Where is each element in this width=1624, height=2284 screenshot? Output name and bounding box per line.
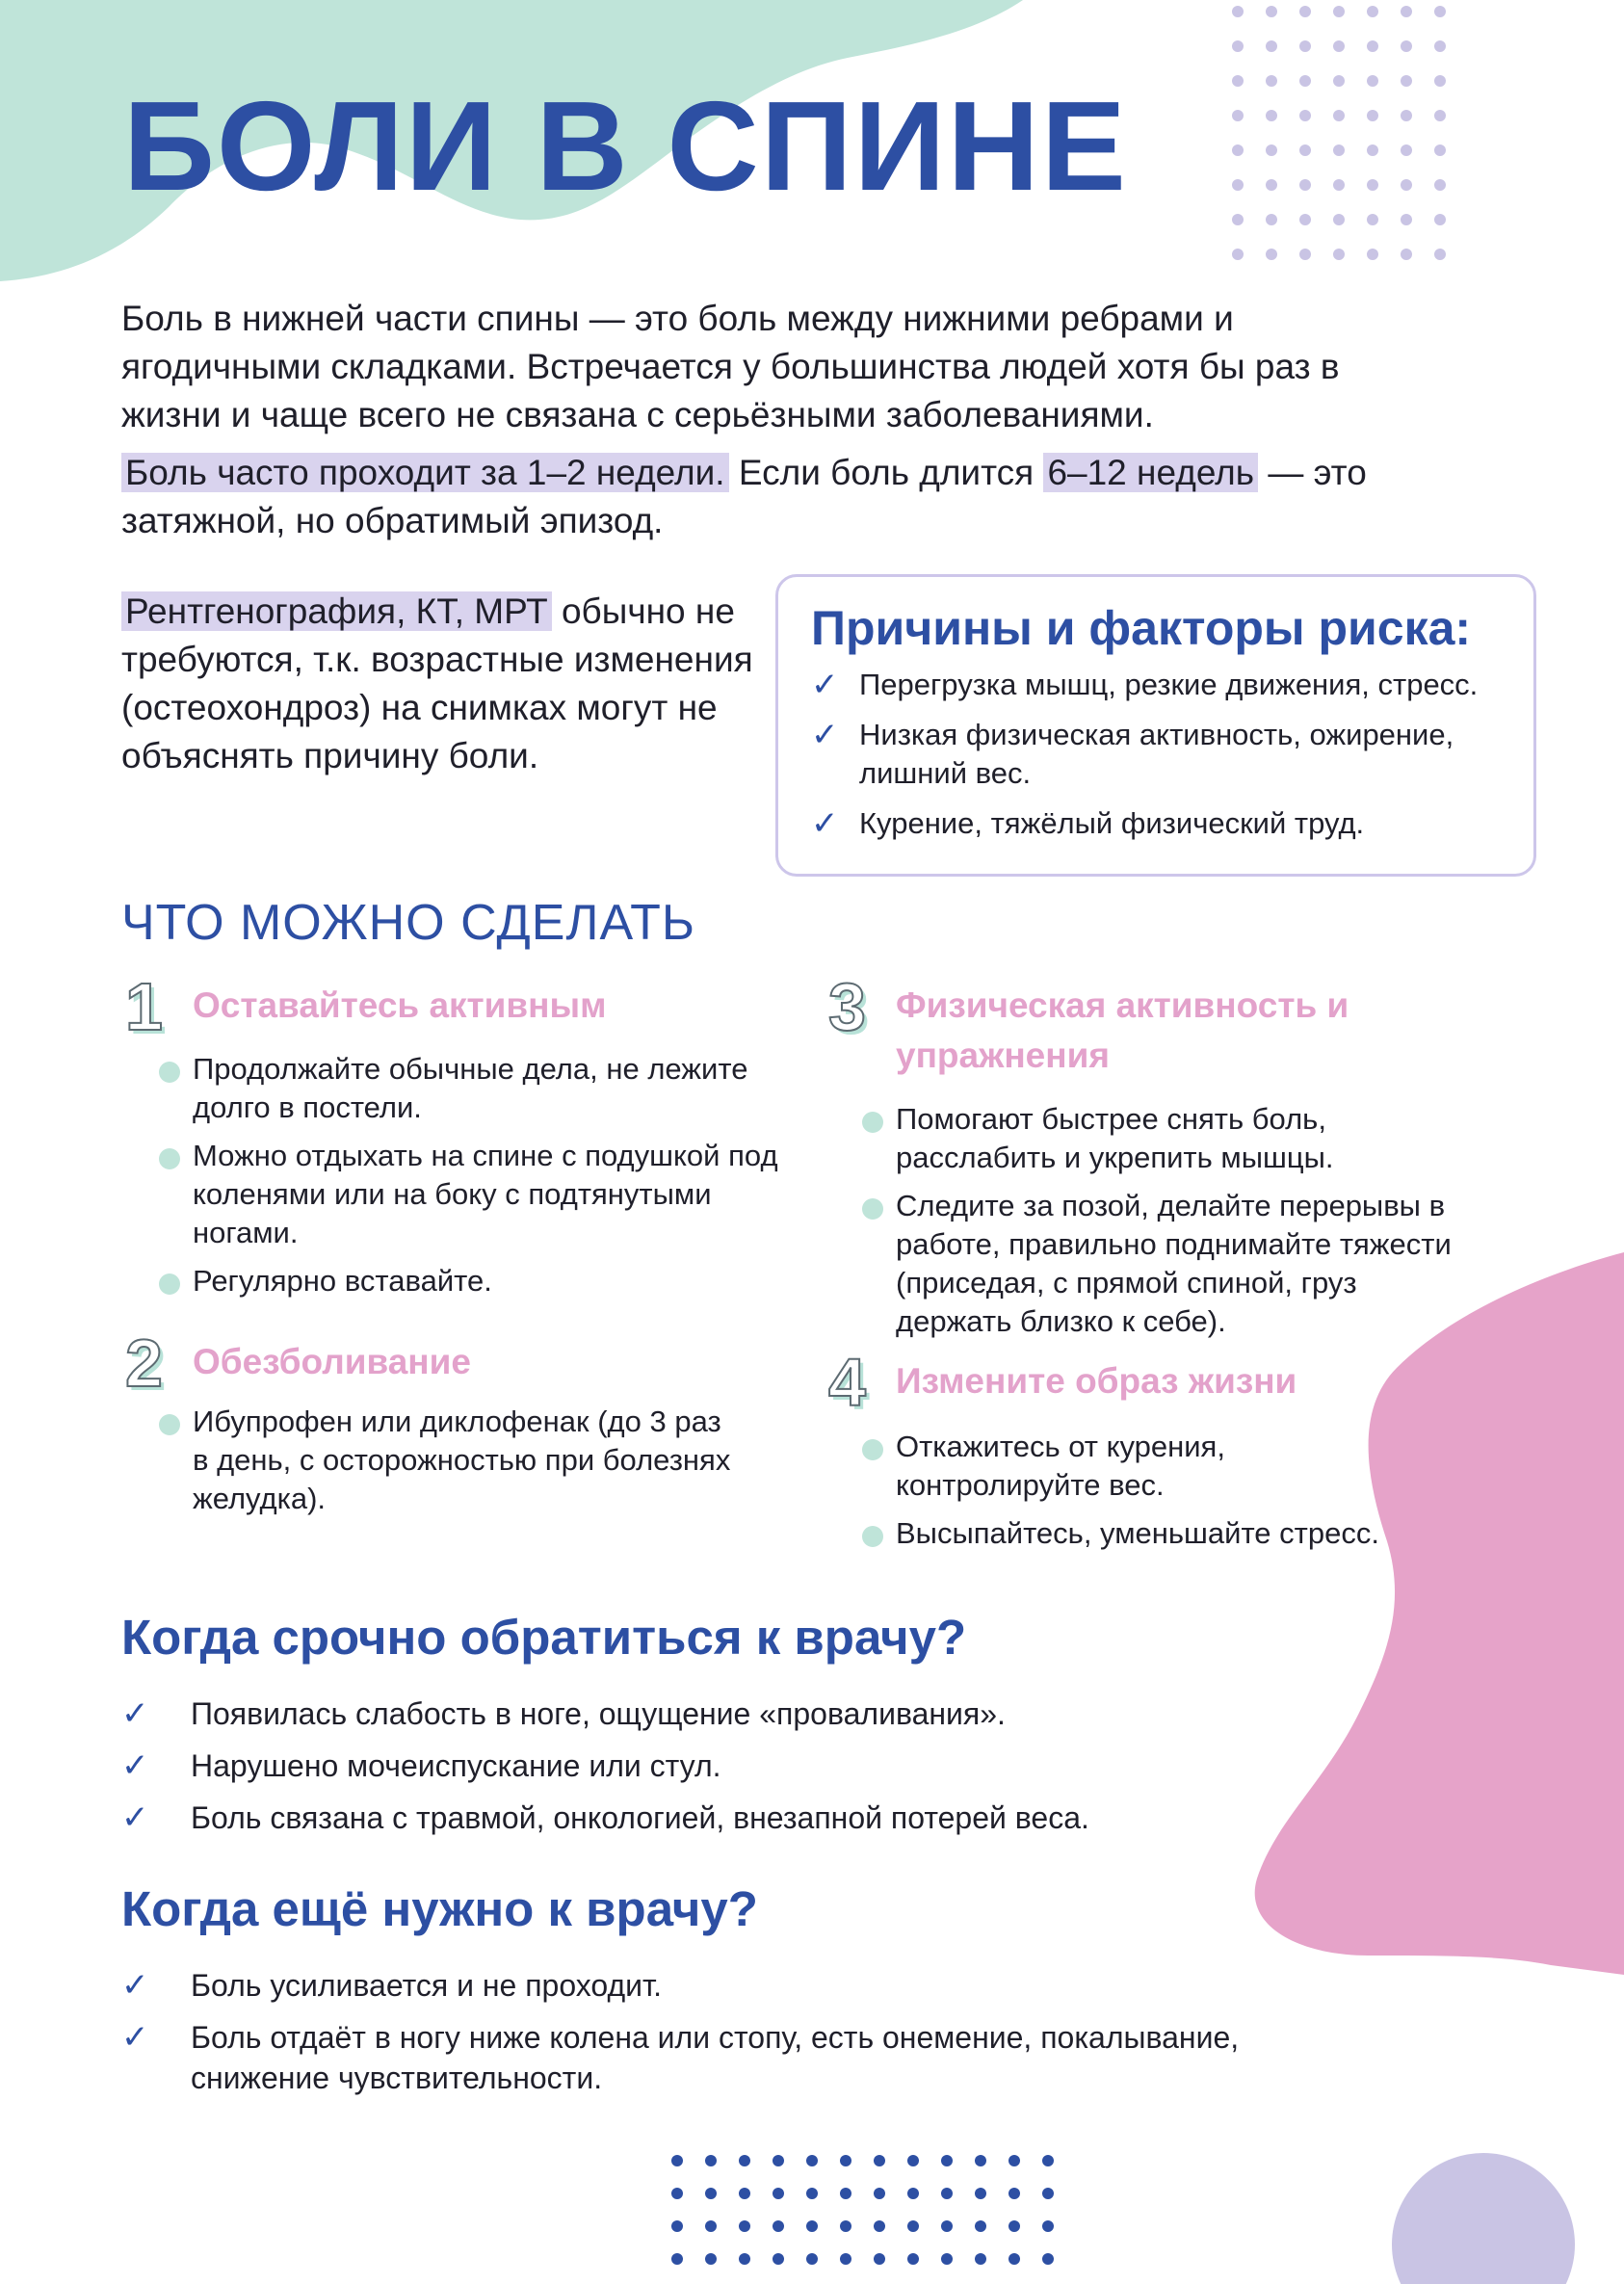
decor-dot [975,2188,986,2199]
decor-dot [1401,40,1412,52]
decor-dot [1434,6,1446,17]
decor-dot [671,2155,683,2166]
urgent-title: Когда срочно обратиться к врачу? [121,1610,967,1665]
check-icon: ✓ [121,1799,149,1836]
decor-dot [1401,75,1412,87]
decor-dot [671,2220,683,2232]
decor-dot [1434,179,1446,191]
intro-paragraph-1: Боль в нижней части спины — это боль между нижними ребрами и ягодичными складками. Встречается у большинства людей хотя бы раз в жизни и чаще всего не связана с серьёзными заболеваниями. [121,299,1340,434]
step-list [193,1050,780,1310]
list-item: ✓ Появилась слабость в ноге, ощущение «проваливания». [121,1695,1006,1732]
decor-dot [1333,75,1345,87]
decor-dot [1299,75,1311,87]
list-item: Ибупрофен или диклофенак (до 3 раз в день, с осторожностью при болезнях желудка). [193,1403,732,1518]
decor-dot [1401,110,1412,121]
decor-dot [739,2220,750,2232]
decor-dot [941,2155,953,2166]
step-list [896,1428,1435,1562]
risk-factors-list [811,666,1505,843]
highlight-duration: Боль часто проходит за 1–2 недели. [121,453,729,492]
decor-dot [1401,249,1412,260]
decor-dot [907,2188,919,2199]
pink-blob [1255,1252,1624,1975]
decor-dot [1299,249,1311,260]
also-list [121,1965,1316,2110]
decor-dot [1299,110,1311,121]
check-icon: ✓ [811,667,839,703]
bullet-dot [862,1112,883,1133]
decor-dot [739,2188,750,2199]
decor-dot [705,2155,717,2166]
decor-dot [907,2220,919,2232]
decor-dot [1333,214,1345,225]
decor-dot [1434,110,1446,121]
decor-dot [1401,6,1412,17]
dot-grid-top [1232,6,1446,260]
decor-dot [1232,6,1244,17]
decor-dot [1008,2220,1020,2232]
lavender-circle [1392,2153,1575,2284]
check-icon: ✓ [121,2019,149,2056]
decor-dot [1266,6,1277,17]
step-list [896,1100,1454,1351]
decor-dot [1266,110,1277,121]
decor-dot [1367,6,1378,17]
decor-dot [1333,179,1345,191]
highlight-imaging: Рентгенография, КТ, МРТ [121,591,552,631]
decor-dot [1266,40,1277,52]
decor-dot [1333,40,1345,52]
decor-dot [1008,2188,1020,2199]
decor-dot [773,2253,784,2265]
decor-dot [840,2155,851,2166]
decor-dot [1333,110,1345,121]
decor-dot [806,2253,818,2265]
decor-dot [1232,179,1244,191]
decor-dot [1367,75,1378,87]
check-icon: ✓ [121,1695,149,1732]
decor-dot [1333,249,1345,260]
check-icon: ✓ [121,1967,149,2004]
list-item: ✓ Курение, тяжёлый физический труд. [811,805,1365,842]
decor-dot [1232,144,1244,156]
decor-dot [1434,249,1446,260]
list-item: Помогают быстрее снять боль, расслабить и укрепить мышцы. [896,1100,1454,1177]
decor-dot [1232,110,1244,121]
list-item: Высыпайтесь, уменьшайте стресс. [896,1514,1435,1553]
decor-dot [1042,2220,1054,2232]
decor-dot [1232,75,1244,87]
decor-dot [975,2220,986,2232]
highlight-weeks: 6–12 недель [1043,453,1258,492]
decor-dot [1367,144,1378,156]
bullet-dot [159,1414,180,1435]
decor-dot [1434,214,1446,225]
decor-dot [1299,144,1311,156]
decor-dot [840,2188,851,2199]
step-title: Оставайтесь активным [193,985,607,1025]
decor-dot [1232,249,1244,260]
list-item: Продолжайте обычные дела, не лежите долго в постели. [193,1050,780,1127]
decor-dot [671,2253,683,2265]
list-item: Следите за позой, делайте перерывы в работе, правильно поднимайте тяжести (приседая, с прямой спиной, груз держать близко к себе). [896,1187,1454,1341]
step-number: 3 [828,969,866,1044]
step-list [193,1403,732,1528]
decor-dot [975,2155,986,2166]
decor-dot [1232,40,1244,52]
intro-text [121,295,1412,545]
decor-dot [907,2155,919,2166]
decor-dot [671,2188,683,2199]
decor-dot [1266,144,1277,156]
decor-dot [1299,40,1311,52]
decor-dot [1266,75,1277,87]
decor-dot [1333,6,1345,17]
list-item: Можно отдыхать на спине с подушкой под коленями или на боку с подтянутыми ногами. [193,1137,780,1252]
bullet-dot [159,1062,180,1083]
decor-dot [907,2253,919,2265]
list-item: Откажитесь от курения, контролируйте вес. [896,1428,1435,1505]
decor-dot [1042,2253,1054,2265]
decor-dot [874,2253,885,2265]
risk-factors-card [775,574,1536,877]
decor-dot [840,2253,851,2265]
bullet-dot [159,1148,180,1169]
decor-dot [1042,2155,1054,2166]
step-title: Физическая активность и упражнения [896,985,1349,1075]
decor-dot [1333,144,1345,156]
decor-dot [773,2188,784,2199]
step-title: Обезболивание [193,1342,471,1381]
check-icon: ✓ [121,1747,149,1784]
decor-dot [1434,40,1446,52]
actions-title: ЧТО МОЖНО СДЕЛАТЬ [121,895,696,951]
decor-dot [806,2220,818,2232]
bullet-dot [862,1198,883,1220]
decor-dot [705,2220,717,2232]
decor-dot [1367,249,1378,260]
decor-dot [1434,144,1446,156]
decor-dot [1266,179,1277,191]
decor-dot [941,2188,953,2199]
step-title: Измените образ жизни [896,1361,1297,1401]
decor-dot [1401,214,1412,225]
decor-dot [1232,214,1244,225]
decor-dot [1266,249,1277,260]
decor-dot [705,2188,717,2199]
decor-dot [1434,75,1446,87]
decor-dot [1299,6,1311,17]
decor-dot [705,2253,717,2265]
decor-dot [1042,2188,1054,2199]
decor-dot [941,2220,953,2232]
page-title: БОЛИ В СПИНЕ [123,75,1128,217]
decor-dot [806,2155,818,2166]
decor-dot [739,2155,750,2166]
decor-dot [1266,214,1277,225]
list-item: ✓ Низкая физическая активность, ожирение, лишний вес. [811,717,1454,790]
urgent-list [121,1693,1374,1850]
decor-dot [773,2155,784,2166]
decor-dot [874,2188,885,2199]
decor-dot [1008,2253,1020,2265]
step-number: 4 [828,1345,866,1420]
decor-dot [874,2155,885,2166]
step-number: 2 [125,1326,163,1401]
decor-dot [1299,214,1311,225]
bullet-dot [159,1273,180,1295]
list-item: ✓ Боль отдаёт в ногу ниже колена или стопу, есть онемение, покалывание, снижение чувствительности. [121,2019,1240,2095]
decor-dot [806,2188,818,2199]
decor-dot [840,2220,851,2232]
decor-dot [1299,179,1311,191]
list-item: ✓ Боль усиливается и не проходит. [121,1967,663,2004]
decor-dot [1367,110,1378,121]
risk-factors-title: Причины и факторы риска: [811,601,1472,655]
decor-dot [1401,144,1412,156]
list-item: ✓ Нарушено мочеиспускание или стул. [121,1747,721,1784]
list-item: ✓ Перегрузка мышц, резкие движения, стресс. [811,667,1479,703]
bullet-dot [862,1526,883,1547]
decor-dot [773,2220,784,2232]
list-item: Регулярно вставайте. [193,1262,780,1300]
decor-dot [975,2253,986,2265]
check-icon: ✓ [811,717,839,753]
decor-dot [1367,214,1378,225]
bullet-dot [862,1439,883,1460]
dot-grid-bottom [671,2155,1054,2265]
decor-dot [739,2253,750,2265]
intro-paragraph-2: Боль часто проходит за 1–2 недели. Если боль длится 6–12 недель — это затяжной, но обратимый эпизод. [121,453,1367,540]
step-number: 1 [125,969,163,1044]
list-item: ✓ Боль связана с травмой, онкологией, внезапной потерей веса. [121,1799,1089,1836]
check-icon: ✓ [811,805,839,842]
decor-dot [874,2220,885,2232]
decor-dot [1367,40,1378,52]
decor-dot [941,2253,953,2265]
decor-dot [1367,179,1378,191]
decor-dot [1008,2155,1020,2166]
decor-dot [1401,179,1412,191]
imaging-note: Рентгенография, КТ, МРТ обычно не требуются, т.к. возрастные изменения (остеохондроз) на снимках могут не объяснять причину боли. [121,591,753,775]
also-title: Когда ещё нужно к врачу? [121,1881,758,1936]
